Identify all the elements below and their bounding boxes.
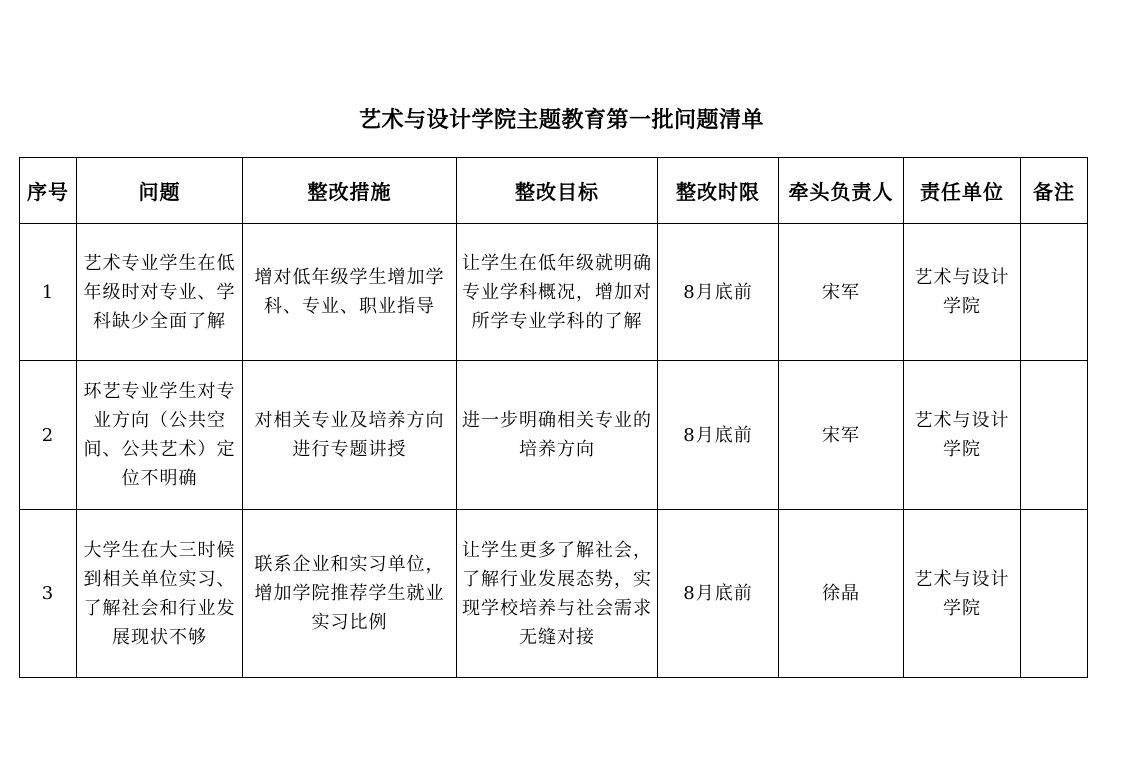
cell-measures: 对相关专业及培养方向进行专题讲授 [243, 361, 457, 510]
issue-list-table [19, 157, 1088, 678]
cell-unit: 艺术与设计学院 [904, 510, 1021, 678]
table-row [20, 510, 1088, 678]
header-goal: 整改目标 [457, 158, 658, 224]
cell-leader: 徐晶 [779, 510, 904, 678]
cell-goal: 让学生更多了解社会，了解行业发展态势，实现学校培养与社会需求无缝对接 [457, 510, 658, 678]
table-row [20, 361, 1088, 510]
cell-goal: 进一步明确相关专业的培养方向 [457, 361, 658, 510]
cell-unit: 艺术与设计学院 [904, 361, 1021, 510]
header-measures: 整改措施 [243, 158, 457, 224]
cell-index: 3 [20, 510, 77, 678]
cell-deadline: 8月底前 [658, 224, 779, 361]
cell-measures: 联系企业和实习单位，增加学院推荐学生就业实习比例 [243, 510, 457, 678]
cell-measures: 增对低年级学生增加学科、专业、职业指导 [243, 224, 457, 361]
table-header-row [20, 158, 1088, 224]
cell-remark [1021, 361, 1088, 510]
cell-deadline: 8月底前 [658, 510, 779, 678]
cell-problem: 大学生在大三时候到相关单位实习、了解社会和行业发展现状不够 [77, 510, 243, 678]
cell-remark [1021, 224, 1088, 361]
cell-goal: 让学生在低年级就明确专业学科概况，增加对所学专业学科的了解 [457, 224, 658, 361]
cell-index: 2 [20, 361, 77, 510]
header-unit: 责任单位 [904, 158, 1021, 224]
cell-deadline: 8月底前 [658, 361, 779, 510]
header-problem: 问题 [77, 158, 243, 224]
cell-problem: 艺术专业学生在低年级时对专业、学科缺少全面了解 [77, 224, 243, 361]
cell-leader: 宋军 [779, 224, 904, 361]
cell-index: 1 [20, 224, 77, 361]
header-index: 序号 [20, 158, 77, 224]
header-remark: 备注 [1021, 158, 1088, 224]
header-deadline: 整改时限 [658, 158, 779, 224]
table-row [20, 224, 1088, 361]
cell-leader: 宋军 [779, 361, 904, 510]
cell-unit: 艺术与设计学院 [904, 224, 1021, 361]
document-title: 艺术与设计学院主题教育第一批问题清单 [358, 108, 764, 133]
cell-remark [1021, 510, 1088, 678]
header-leader: 牵头负责人 [779, 158, 904, 224]
cell-problem: 环艺专业学生对专业方向（公共空间、公共艺术）定位不明确 [77, 361, 243, 510]
